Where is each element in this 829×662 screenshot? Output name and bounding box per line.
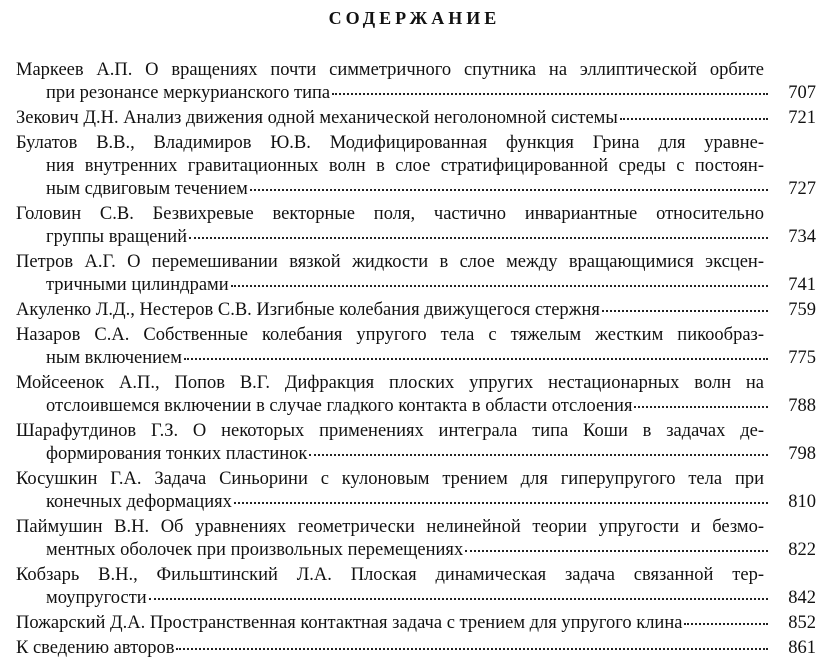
toc-entry-text: К сведению авторов <box>16 638 175 658</box>
toc-entry-text: Головин С.В. Безвихревые векторные поля, частично инвариантные относительно <box>16 204 764 224</box>
page-number: 788 <box>788 396 816 416</box>
dot-leader <box>250 175 768 191</box>
toc-entry <box>16 612 816 635</box>
dot-leader <box>634 392 768 408</box>
toc-entry <box>16 324 816 370</box>
dot-leader <box>176 634 768 650</box>
toc-entry-last-line <box>16 539 816 562</box>
toc-entry-text: Косушкин Г.А. Задача Синьорини с кулоновым трением для гиперупругого тела при <box>16 469 764 489</box>
toc-entry-text: Пожарский Д.А. Пространственная контактная задача с трением для упругого клина <box>16 613 683 633</box>
toc-entry-last-line <box>16 347 816 370</box>
toc-entry-text: при резонансе меркурианского типа <box>46 83 331 103</box>
toc-entry-last-line <box>16 395 816 418</box>
dot-leader <box>309 440 768 456</box>
toc-entry <box>16 59 816 105</box>
dot-leader <box>332 79 768 95</box>
toc-entry <box>16 637 816 660</box>
page-number: 852 <box>788 613 816 633</box>
page-number: 822 <box>788 540 816 560</box>
toc-entry <box>16 420 816 466</box>
toc-entry-text: Маркеев А.П. О вращениях почти симметричного спутника на эллиптической орбите <box>16 60 764 80</box>
dot-leader <box>234 488 768 504</box>
page-number: 861 <box>788 638 816 658</box>
toc-entry <box>16 203 816 249</box>
toc-entry-last-line <box>16 443 816 466</box>
toc-entry-text: отслоившемся включении в случае гладкого контакта в области отслоения <box>46 396 633 416</box>
toc-entry-text: Булатов В.В., Владимиров Ю.В. Модифицированная функция Грина для уравне- <box>16 133 764 153</box>
toc-entry-last-line <box>16 587 816 610</box>
toc-entry <box>16 107 816 130</box>
dot-leader <box>465 536 768 552</box>
toc-entry-text: ным сдвиговым течением <box>46 179 248 199</box>
dot-leader <box>620 104 768 120</box>
page-number: 759 <box>788 300 816 320</box>
dot-leader <box>189 223 768 239</box>
toc-entry-text: ным включением <box>46 348 182 368</box>
dot-leader <box>184 344 768 360</box>
page-number: 734 <box>788 227 816 247</box>
toc-entry-text: конечных деформациях <box>46 492 232 512</box>
toc-entry-last-line <box>16 491 816 514</box>
toc-entry-text: ния внутренних гравитационных волн в слое стратифицированной среды с постоян- <box>46 156 764 176</box>
toc-entry <box>16 516 816 562</box>
toc-entry-text: Зекович Д.Н. Анализ движения одной механической неголономной системы <box>16 108 618 128</box>
dot-leader <box>231 271 768 287</box>
page-number: 707 <box>788 83 816 103</box>
toc-entry-last-line <box>16 274 816 297</box>
page-number: 798 <box>788 444 816 464</box>
toc-entry-text: моупругости <box>46 588 147 608</box>
toc-entry <box>16 299 816 322</box>
toc-entry <box>16 132 816 201</box>
page-number: 727 <box>788 179 816 199</box>
page-number: 741 <box>788 275 816 295</box>
toc-entry-last-line <box>16 612 816 635</box>
toc-entry-text: формирования тонких пластинок <box>46 444 308 464</box>
toc-entry-last-line <box>16 178 816 201</box>
toc-entry-last-line <box>16 299 816 322</box>
toc-entry-text: ментных оболочек при произвольных перемещениях <box>46 540 464 560</box>
toc-entry-last-line <box>16 82 816 105</box>
toc-entry <box>16 564 816 610</box>
toc-entry-text: Кобзарь В.Н., Фильштинский Л.А. Плоская динамическая задача связанной тер- <box>16 565 764 585</box>
toc-entry <box>16 468 816 514</box>
toc-entry <box>16 251 816 297</box>
toc-entry-text: Паймушин В.Н. Об уравнениях геометрически нелинейной теории упругости и безмо- <box>16 517 764 537</box>
dot-leader <box>602 296 768 312</box>
toc-entry-text: Петров А.Г. О перемешивании вязкой жидкости в слое между вращающимися эксцен- <box>16 252 764 272</box>
page-number: 842 <box>788 588 816 608</box>
toc-entry-last-line <box>16 637 816 660</box>
toc-entry-text: Назаров С.А. Собственные колебания упругого тела с тяжелым жестким пикообраз- <box>16 325 764 345</box>
toc-entry-text: Акуленко Л.Д., Нестеров С.В. Изгибные колебания движущегося стержня <box>16 300 600 320</box>
dot-leader <box>149 584 768 600</box>
toc-entry-text: Шарафутдинов Г.З. О некоторых применениях интеграла типа Коши в задачах де- <box>16 421 764 441</box>
table-of-contents <box>16 59 816 662</box>
toc-entry <box>16 372 816 418</box>
toc-entry-last-line <box>16 226 816 249</box>
toc-entry-last-line <box>16 107 816 130</box>
toc-entry-text: группы вращений <box>46 227 188 247</box>
page-number: 810 <box>788 492 816 512</box>
toc-entry-text: Мойсеенок А.П., Попов В.Г. Дифракция плоских упругих нестационарных волн на <box>16 373 764 393</box>
page-title: СОДЕРЖАНИЕ <box>328 8 501 28</box>
page-number: 721 <box>788 108 816 128</box>
page-number: 775 <box>788 348 816 368</box>
toc-entry-text: тричными цилиндрами <box>46 275 229 295</box>
dot-leader <box>684 609 768 625</box>
